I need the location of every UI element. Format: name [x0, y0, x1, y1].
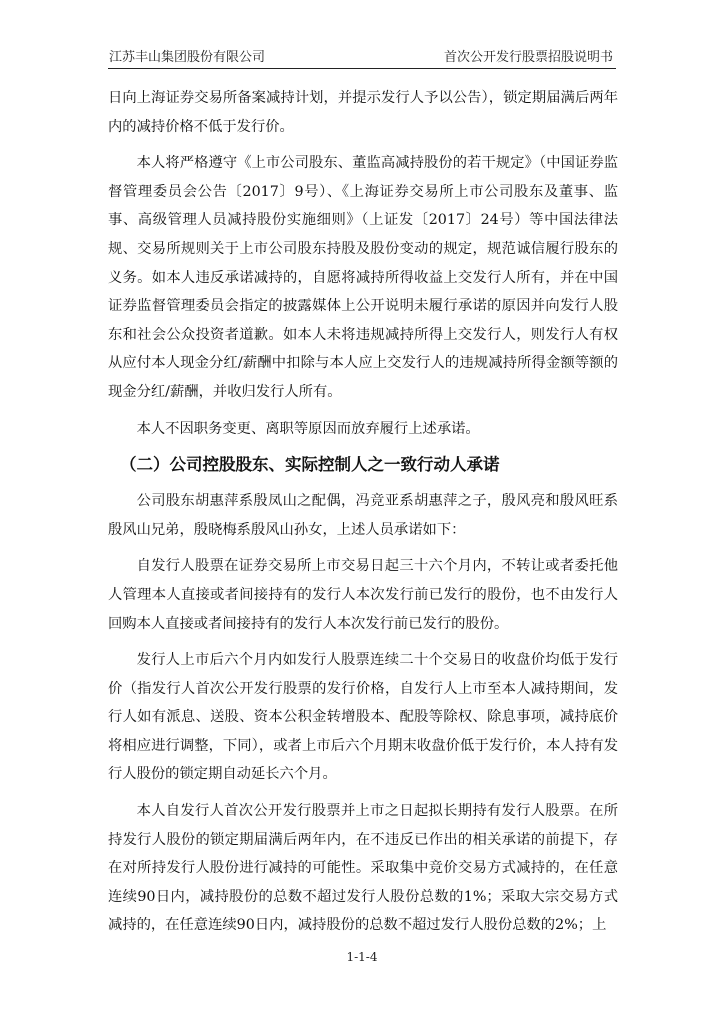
- page-header: [107, 44, 615, 64]
- header-company-name: 江苏丰山集团股份有限公司: [109, 50, 266, 65]
- paragraph-reduction-plan: 本人自发行人首次公开发行股票并上市之日起拟长期持有发行人股票。在所持发行人股份的锁定期届满后两年内，在不违反已作出的相关承诺的前提下，存在对所持发行人股份进行减持的可能性。采取集中竞价交易方式减持的，在任意连续90日内，减持股份的总数不超过发行人股份总数的1%；采取大宗交易方式减持的，在任意连续90日内，减持股份的总数不超过发行人股份总数的2%；上: [108, 803, 618, 934]
- header-document-title: 首次公开发行股票招股说明书: [443, 50, 613, 65]
- paragraph-related-parties: 公司股东胡惠萍系殷凤山之配偶，冯竞亚系胡惠萍之子，殷风亮和殷风旺系殷风山兄弟，殷晓梅系殷风山孙女，上述人员承诺如下：: [108, 493, 618, 538]
- paragraph-no-waiver: 本人不因职务变更、离职等原因而放弃履行上述承诺。: [136, 420, 480, 437]
- header-divider: [108, 68, 616, 69]
- section-heading: （二）公司控股股东、实际控制人之一致行动人承诺: [120, 455, 500, 475]
- paragraph-compliance: 本人将严格遵守《上市公司股东、董监高减持股份的若干规定》（中国证券监督管理委员会公告〔2017〕9号）、《上海证券交易所上市公司股东及董事、监事、高级管理人员减持股份实施细则》（上证发〔2017〕24号）等中国法律法规、交易所规则关于上市公司股东持股及股份变动的规定，规范诚信履行股东的义务。如本人违反承诺减持的，自愿将减持所得收益上交发行人所有，并在中国证券监督管理委员会指定的披露媒体上公开说明未履行承诺的原因并向发行人股东和社会公众投资者道歉。如本人未将违规减持所得上交发行人，则发行人有权从应付本人现金分红/薪酬中扣除与本人应上交发行人的违规减持所得金额等额的现金分红/薪酬，并收归发行人所有。: [108, 155, 618, 400]
- paragraph-continued: 日向上海证券交易所备案减持计划，并提示发行人予以公告），锁定期届满后两年内的减持价格不低于发行价。: [108, 90, 618, 135]
- paragraph-price-extension: 发行人上市后六个月内如发行人股票连续二十个交易日的收盘价均低于发行价（指发行人首次公开发行股票的发行价格，自发行人上市至本人减持期间，发行人如有派息、送股、资本公积金转增股本、配股等除权、除息事项，减持底价将相应进行调整，下同），或者上市后六个月期末收盘价低于发行价，本人持有发行人股份的锁定期自动延长六个月。: [108, 652, 618, 783]
- document-body: [108, 84, 618, 948]
- page-number: 1-1-4: [346, 950, 378, 964]
- paragraph-lockup: 自发行人股票在证券交易所上市交易日起三十六个月内，不转让或者委托他人管理本人直接或者间接持有的发行人本次发行前已发行的股份，也不由发行人回购本人直接或者间接持有的发行人本次发行前已发行的股份。: [108, 558, 618, 632]
